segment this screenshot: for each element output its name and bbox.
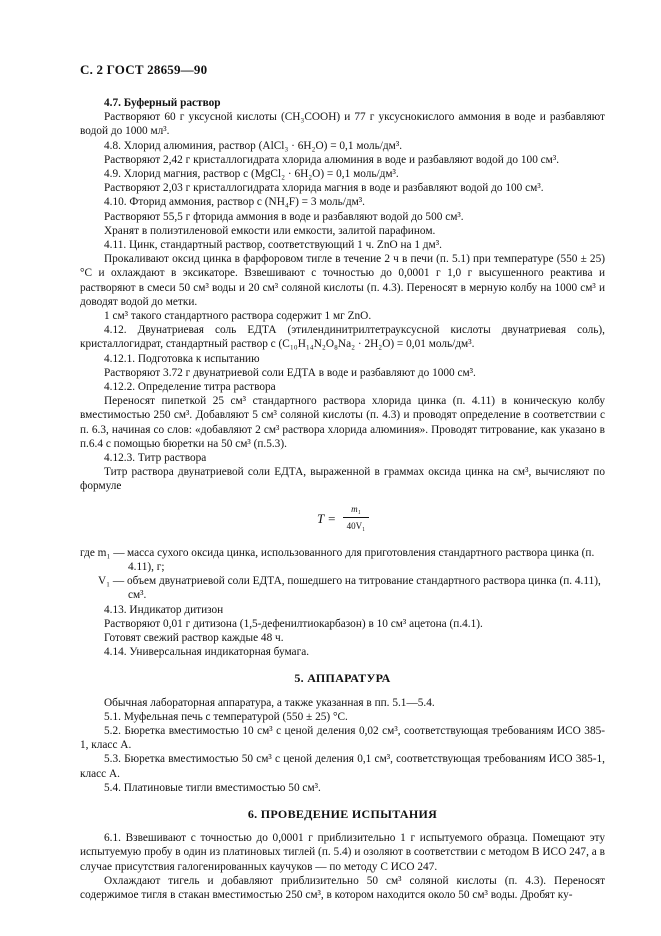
section-5-1: 5.1. Муфельная печь с температурой (550 ± 25) °С.	[104, 710, 348, 723]
section-4-10: 4.10. Фторид аммония, раствор c (NH₄F) = 3 моль/дм³.	[104, 196, 366, 209]
legend-m1	[80, 546, 605, 574]
section-4-8: 4.8. Хлорид алюминия, раствор (AlCl₃ · 6H₂O) = 0,1 моль/дм³.	[104, 139, 403, 152]
section-5-2: 5.2. Бюретка вместимостью 10 см³ с ценой деления 0,02 см³, соответствующая требованиям ИСО 385-1, класс А.	[80, 724, 605, 752]
paragraph: Охлаждают тигель и добавляют приблизительно 50 см³ соляной кислоты (п. 4.3). Переносят содержимое тигля в стакан вместимостью 250 см³, в котором находится около 50 см³ воды. Дробят ку-	[80, 874, 605, 901]
section-4-12: 4.12. Двунатриевая соль ЕДТА (этилендинитрилтетрауксусной кислоты двунатриевая соль), кристаллогидрат, стандартный раствор c (C₁₀H₁₄N₂O₈Na₂ · 2H₂O) = 0,01 моль/дм³.	[80, 324, 605, 351]
paragraph: Хранят в полиэтиленовой емкости или емкости, залитой парафином.	[104, 224, 436, 237]
section-5-title: 5. АППАРАТУРА	[294, 671, 391, 686]
section-4-12-1: 4.12.1. Подготовка к испытанию	[104, 352, 260, 365]
section-6-title: 6. ПРОВЕДЕНИЕ ИСПЫТАНИЯ	[247, 806, 438, 821]
paragraph: Переносят пипеткой 25 см³ стандартного раствора хлорида цинка (п. 4.11) в коническую колбу вместимостью 250 см³. Добавляют 5 см³ соляной кислоты (п. 4.3) и проводят определение в соответствии с п. 6.3, начиная со слов: «добавляют 2 см³ раствора хлорида алюминия». Проводят титрование, как указано в п.6.4 с помощью бюретки на 50 см³ (п.5.3).	[80, 395, 605, 450]
paragraph: Растворяют 55,5 г фторида аммония в воде и разбавляют водой до 500 см³.	[104, 210, 464, 223]
section-4-9: 4.9. Хлорид магния, раствор c (MgCl₂ · 6H₂O) = 0,1 моль/дм³.	[104, 168, 399, 181]
formula-numerator: m₁	[343, 502, 369, 518]
section-4-12-3: 4.12.3. Титр раствора	[104, 452, 207, 465]
paragraph: Прокаливают оксид цинка в фарфоровом тигле в течение 2 ч в печи (п. 5.1) при температуре (550 ± 25) °С и охлаждают в эксикаторе. Взвешивают с точностью до 0,0001 г 1,0 г высушенного реактива и растворяют в смеси 50 см³ воды и 20 см³ соляной кислоты (п. 4.3). Переносят в мерную колбу на 1000 см³ и доводят водой до метки.	[80, 253, 605, 308]
paragraph: Растворяют 0,01 г дитизона (1,5-дефенилтиокарбазон) в 10 см³ ацетона (п.4.1).	[104, 617, 483, 630]
section-5-4: 5.4. Платиновые тигли вместимостью 50 см³.	[104, 781, 321, 794]
section-5-3: 5.3. Бюретка вместимостью 50 см³ с ценой деления 0,1 см³, соответствующая требованиям ИСО 385-1, класс А.	[80, 753, 605, 780]
formula-fraction	[343, 502, 369, 533]
titer-formula	[80, 500, 605, 538]
formula-denominator: 40V₁	[346, 520, 366, 531]
legend-symbol: где m₁ —	[80, 546, 125, 559]
section-4-14: 4.14. Универсальная индикаторная бумага.	[104, 646, 310, 659]
section-4-12-2: 4.12.2. Определение титра раствора	[104, 381, 276, 394]
document-body	[80, 96, 605, 902]
legend-symbol: V₁ —	[98, 575, 125, 588]
section-4-7-title: 4.7. Буферный раствор	[104, 97, 221, 109]
legend-v1	[80, 574, 605, 602]
paragraph: Растворяют 2,42 г кристаллогидрата хлорида алюминия в воде и разбавляют водой до 100 см³.	[104, 153, 560, 166]
legend-text: объем двунатриевой соли ЕДТА, пошедшего на титрование стандартного раствора цинка (п. 4.11), см³.	[127, 575, 601, 602]
paragraph: Растворяют 2,03 г кристаллогидрата хлорида магния в воде и разбавляют водой до 100 см³.	[104, 182, 544, 195]
paragraph: Растворяют 60 г уксусной кислоты (CH₃COOH) и 77 г уксуснокислого аммония в воде и разбавляют водой до 1000 мл³.	[80, 111, 605, 138]
section-4-13: 4.13. Индикатор дитизон	[104, 603, 224, 616]
paragraph: Обычная лабораторная аппаратура, а также указанная в пп. 5.1—5.4.	[104, 696, 435, 709]
paragraph: Готовят свежий раствор каждые 48 ч.	[104, 631, 284, 644]
paragraph: Титр раствора двунатриевой соли ЕДТА, выраженной в граммах оксида цинка на см³, вычисляют по формуле	[80, 466, 605, 493]
paragraph: Растворяют 3.72 г двунатриевой соли ЕДТА в воде и разбавляют до 1000 см³.	[104, 366, 476, 379]
section-4-11: 4.11. Цинк, стандартный раствор, соответствующий 1 ч. ZnO на 1 дм³.	[104, 239, 442, 252]
legend-text: масса сухого оксида цинка, использованного для приготовления стандартного раствора цинка (п. 4.11), г;	[127, 546, 595, 573]
formula-lhs: T =	[317, 510, 337, 526]
section-6-1: 6.1. Взвешивают с точностью до 0,0001 г приблизительно 1 г испытуемого образца. Помещают эту испытуемую пробу в один из платиновых тиглей (п. 5.4) и озоляют в соответствии с методом В ИСО 247, а в случае присутствия галогенированных каучуков — по методу С ИСО 247.	[80, 832, 605, 873]
page-header: С. 2 ГОСТ 28659—90	[80, 62, 208, 77]
paragraph: 1 см³ такого стандартного раствора содержит 1 мг ZnO.	[104, 310, 372, 323]
